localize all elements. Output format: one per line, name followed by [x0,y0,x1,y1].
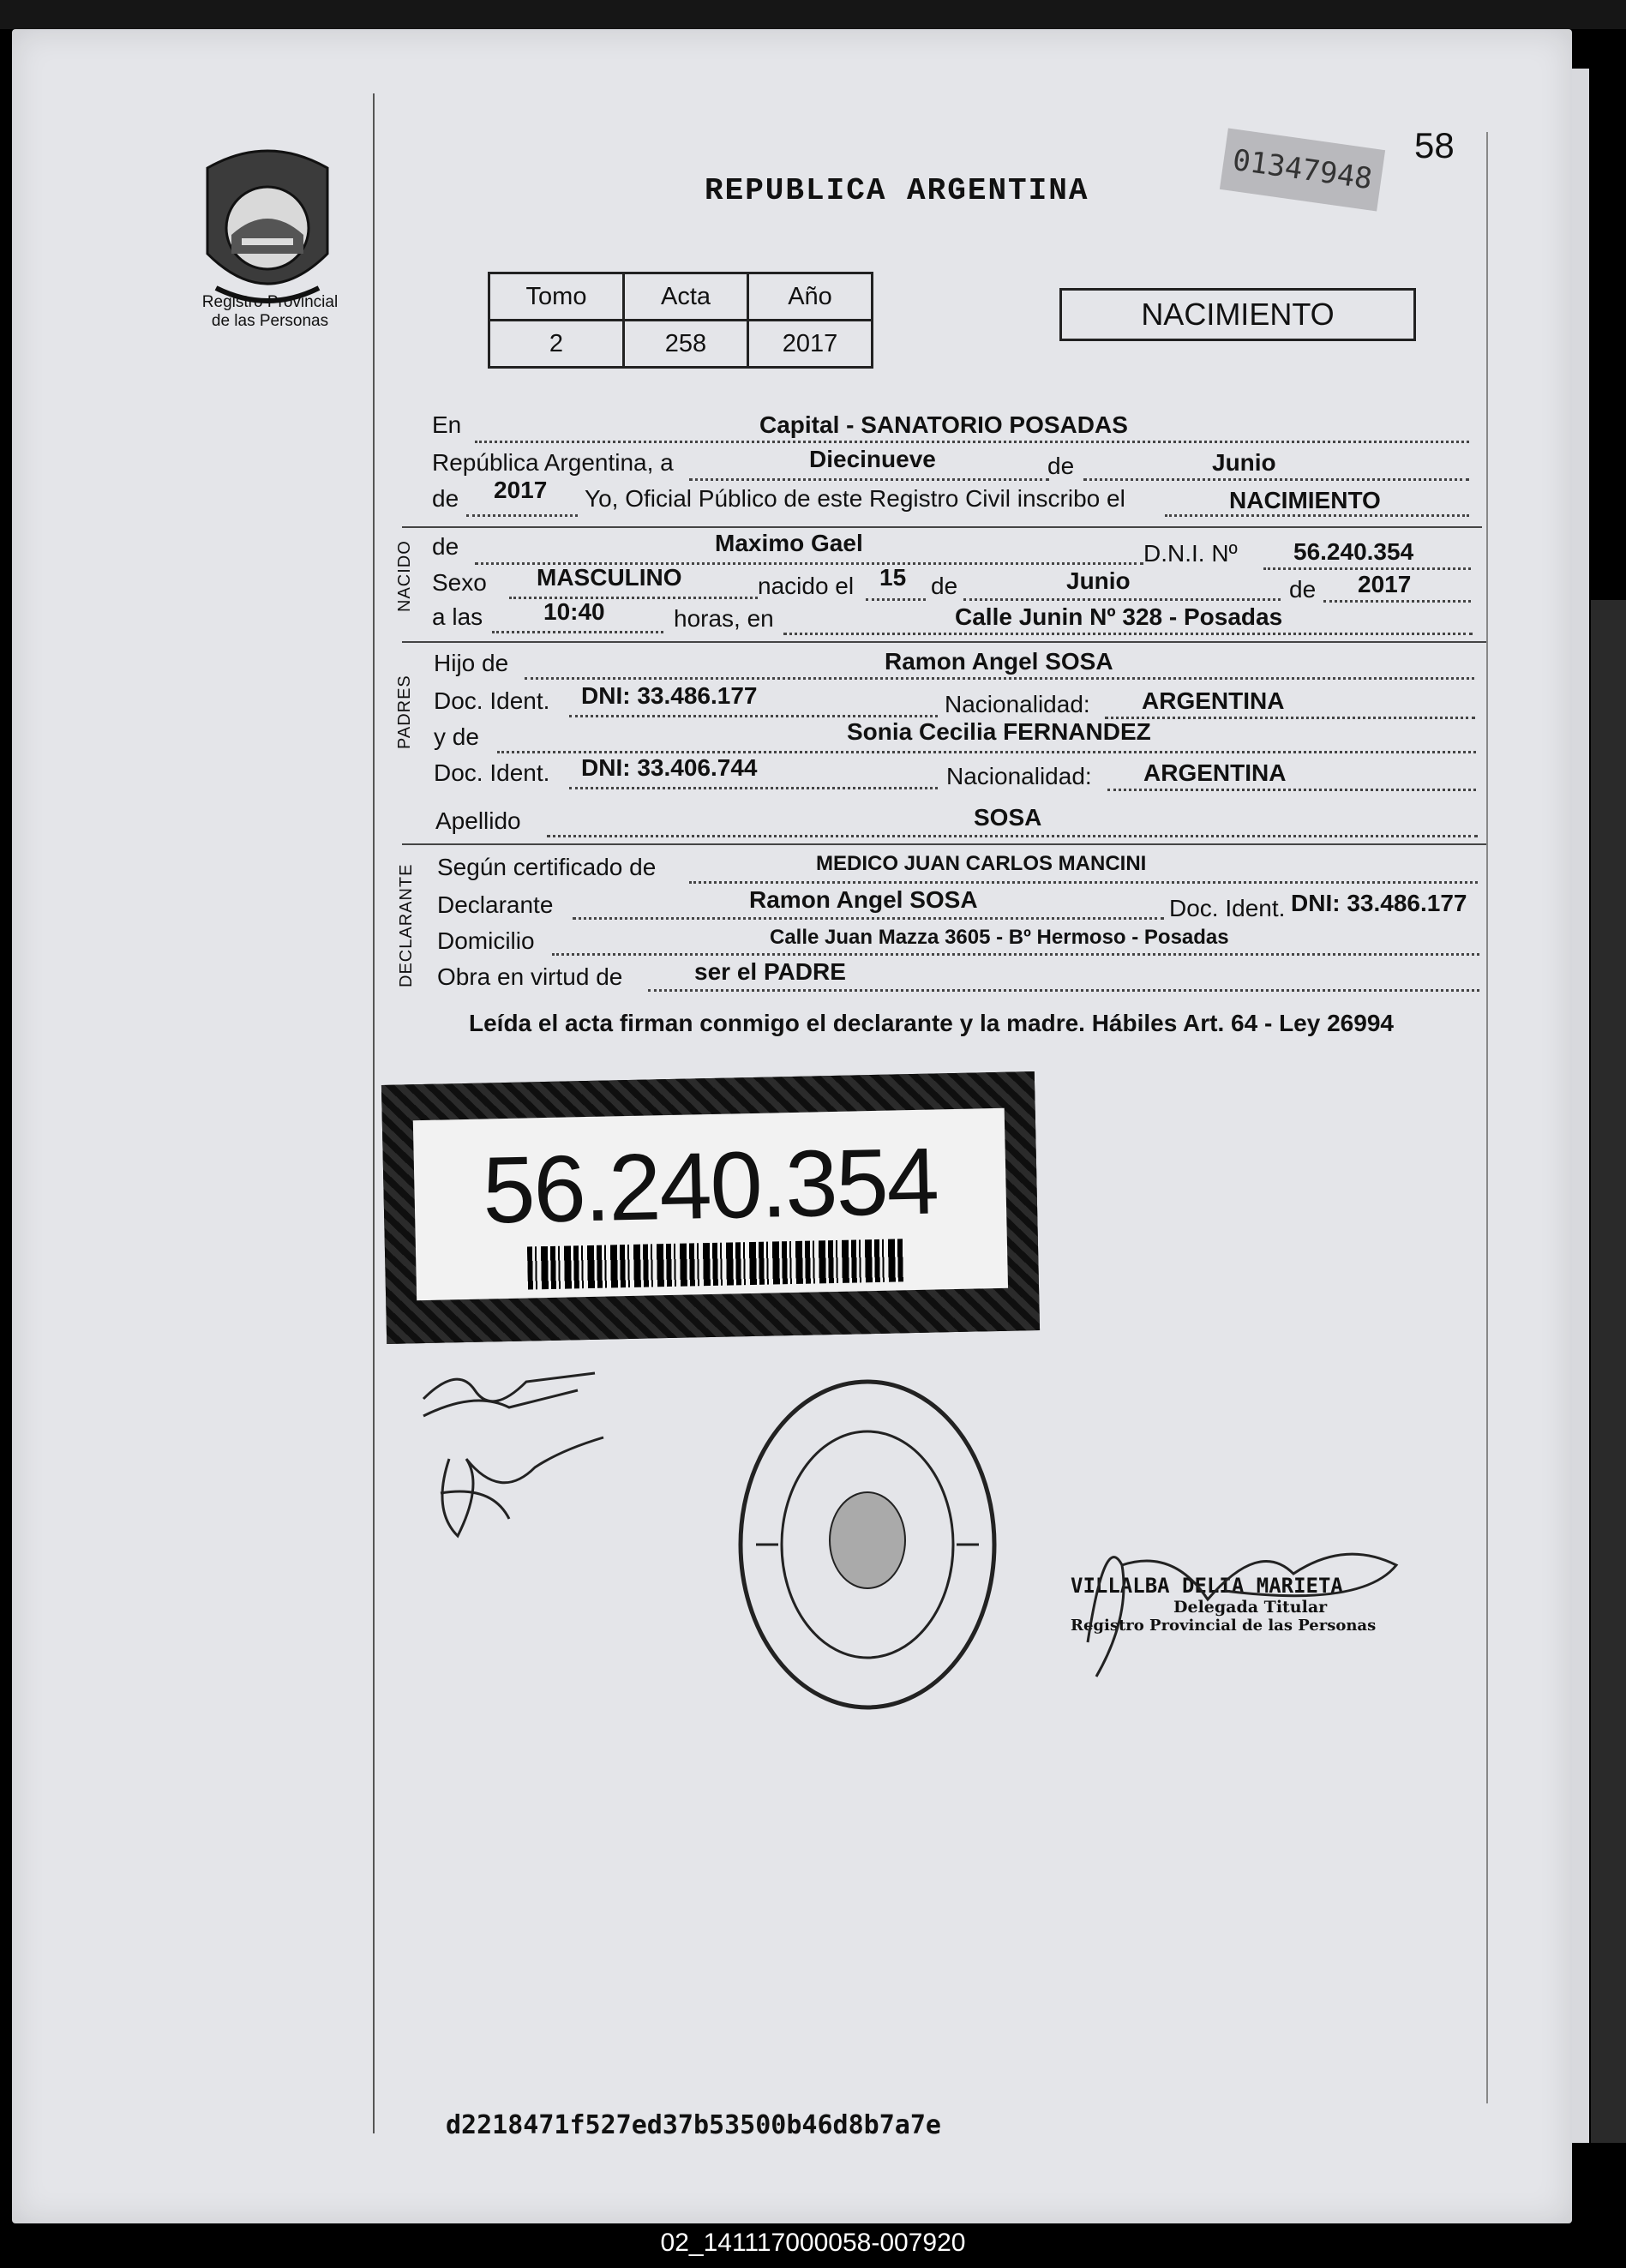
value-madre: Sonia Cecilia FERNANDEZ [847,718,1151,745]
barcode-sticker [381,1071,1040,1344]
logo-caption [180,293,360,331]
barcode-number: 56.240.354 [481,1128,939,1244]
value-domicilio: Calle Juan Mazza 3605 - Bº Hermoso - Posadas [770,926,1229,949]
dotline [1263,567,1471,570]
dotline [547,835,1478,837]
label-republica: República Argentina, a [432,449,674,476]
signature-official-icon [1071,1514,1413,1685]
value-direccion: Calle Junin Nº 328 - Posadas [955,603,1283,630]
label-y-de: y de [434,723,479,750]
separator [402,843,1486,845]
label-dni: D.N.I. Nº [1143,540,1238,567]
value-padre: Ramon Angel SOSA [885,648,1113,675]
label-de-anio: de [1289,576,1317,603]
label-yo-oficial: Yo, Oficial Público de este Registro Civil inscribo el [585,485,1125,512]
value-dia-letras: Diecinueve [809,446,936,472]
registry-table [488,272,873,369]
binder-shadow [1591,600,1626,2143]
label-horas-en: horas, en [674,605,774,632]
value-anio: 2017 [748,321,873,368]
dotline [552,953,1479,956]
label-de-mes: de [931,573,958,599]
dotline [1165,514,1469,517]
label-de2: de [432,485,459,512]
dotline [866,598,926,601]
serial-stamp: 01347948 [1220,128,1385,211]
value-lugar: Capital - SANATORIO POSADAS [759,411,1128,438]
section-declarante: DECLARANTE [397,863,416,987]
dotline [648,989,1479,992]
official-signature-block [1071,1574,1376,1635]
value-dni: 56.240.354 [1293,538,1414,565]
label-sexo: Sexo [432,569,487,596]
label-nacionalidad2: Nacionalidad: [946,763,1092,789]
label-en: En [432,411,462,438]
value-certificado: MEDICO JUAN CARLOS MANCINI [816,852,1147,875]
signature-declarante-icon [406,1356,621,1562]
value-nombre: Maximo Gael [715,530,863,556]
official-title: Delegada Titular [1173,1598,1328,1617]
right-margin-line [1486,132,1488,2103]
dotline [1107,789,1476,791]
official-org: Registro Provincial de las Personas [1071,1617,1377,1635]
label-doc-ident3: Doc. Ident. [1169,895,1286,921]
label-declarante: Declarante [437,891,554,918]
dotline [689,478,1049,481]
value-hora: 10:40 [543,598,605,625]
section-padres: PADRES [395,675,414,749]
label-nacionalidad: Nacionalidad: [945,691,1090,717]
label-doc-ident: Doc. Ident. [434,687,550,714]
margin-line [373,93,375,2133]
label-doc-ident2: Doc. Ident. [434,759,550,786]
value-sexo: MASCULINO [537,564,682,591]
label-domicilio: Domicilio [437,927,535,954]
dotline [689,881,1478,884]
value-tipo: NACIMIENTO [1229,487,1381,513]
label-hijo-de: Hijo de [434,650,509,676]
value-obra: ser el PADRE [694,958,846,985]
separator [402,641,1486,643]
dotline [783,633,1473,635]
value-padre-nac: ARGENTINA [1142,687,1285,714]
value-madre-nac: ARGENTINA [1143,759,1287,786]
value-declarante-doc: DNI: 33.486.177 [1291,890,1467,916]
dotline [525,677,1474,680]
label-apellido: Apellido [435,807,521,834]
dotline [569,787,938,789]
header-anio: Año [748,273,873,321]
value-apellido: SOSA [974,804,1042,831]
label-de-nombre: de [432,533,459,560]
document-page [12,29,1572,2223]
dotline [1105,717,1475,719]
document-hash: d2218471f527ed37b53500b46d8b7a7e [446,2110,941,2140]
official-name: VILLALBA DELIA MARIETA [1071,1574,1343,1598]
record-type-box: NACIMIENTO [1059,288,1416,341]
country-title: REPUBLICA ARGENTINA [705,173,1089,208]
dotline [569,715,938,717]
dotline [1323,600,1471,603]
footer-id: 02_141117000058-007920 [660,2229,966,2257]
value-mes: Junio [1212,449,1276,476]
value-mes-nac: Junio [1066,567,1131,594]
label-a-las: a las [432,603,483,630]
value-dia-nac: 15 [879,564,907,591]
dotline [573,917,1164,920]
label-de: de [1047,453,1075,479]
value-declarante: Ramon Angel SOSA [749,886,978,913]
dotline [492,631,663,633]
page-edge [1572,69,1589,2143]
value-padre-doc: DNI: 33.486.177 [581,682,758,709]
logo-caption-line1: Registro Provincial [201,293,339,311]
value-anio: 2017 [494,477,548,503]
value-acta: 258 [624,321,748,368]
header-acta: Acta [624,273,748,321]
page-number: 58 [1414,125,1455,165]
barcode-icon [527,1239,905,1289]
barcode-label [413,1108,1008,1300]
label-segun-cert: Según certificado de [437,854,657,880]
registry-seal-icon [730,1373,1005,1716]
value-anio-nac: 2017 [1358,571,1412,597]
legal-note: Leída el acta firman conmigo el declarante y la madre. Hábiles Art. 64 - Ley 26994 [469,1010,1394,1036]
top-shadow [0,0,1626,29]
value-madre-doc: DNI: 33.406.744 [581,754,758,781]
dotline [466,514,578,517]
separator [402,526,1482,528]
dotline [475,441,1469,443]
header-tomo: Tomo [489,273,624,321]
logo-caption-line2: de las Personas [211,312,329,330]
section-nacido: NACIDO [395,540,414,612]
dotline [1083,478,1469,481]
dotline [497,751,1476,753]
value-tomo: 2 [489,321,624,368]
label-obra: Obra en virtud de [437,963,623,990]
label-nacido-el: nacido el [758,573,855,599]
dotline [963,598,1281,601]
